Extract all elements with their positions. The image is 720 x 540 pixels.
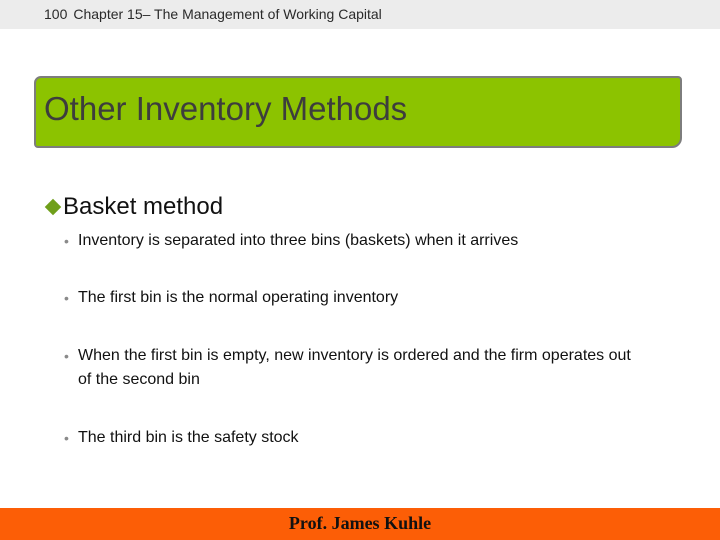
heading-text: Basket method [63,193,224,220]
list-item-text: The third bin is the safety stock [78,429,299,446]
list-item [64,426,638,450]
list-item-text: Inventory is separated into three bins (baskets) when it arrives [78,232,519,249]
bullet-dot-icon: • [64,430,69,446]
page-number: 100 [44,6,68,22]
list-item [64,229,638,253]
list-item-text: When the first bin is empty, new inventory is ordered and the firm operates out of the second bin [78,347,631,388]
diamond-bullet-icon [46,200,61,215]
list-item [64,344,638,392]
heading-basket-method [46,193,223,221]
chapter-title: Chapter 15– The Management of Working Capital [73,6,382,22]
list-item [64,286,638,310]
bullet-dot-icon: • [64,233,69,249]
list-item-text: The first bin is the normal operating inventory [78,289,399,306]
header-text [44,6,382,22]
bullet-dot-icon: • [64,290,69,306]
slide-title: Other Inventory Methods [44,90,408,127]
footer-author: Prof. James Kuhle [288,513,432,533]
bullet-dot-icon: • [64,348,69,364]
